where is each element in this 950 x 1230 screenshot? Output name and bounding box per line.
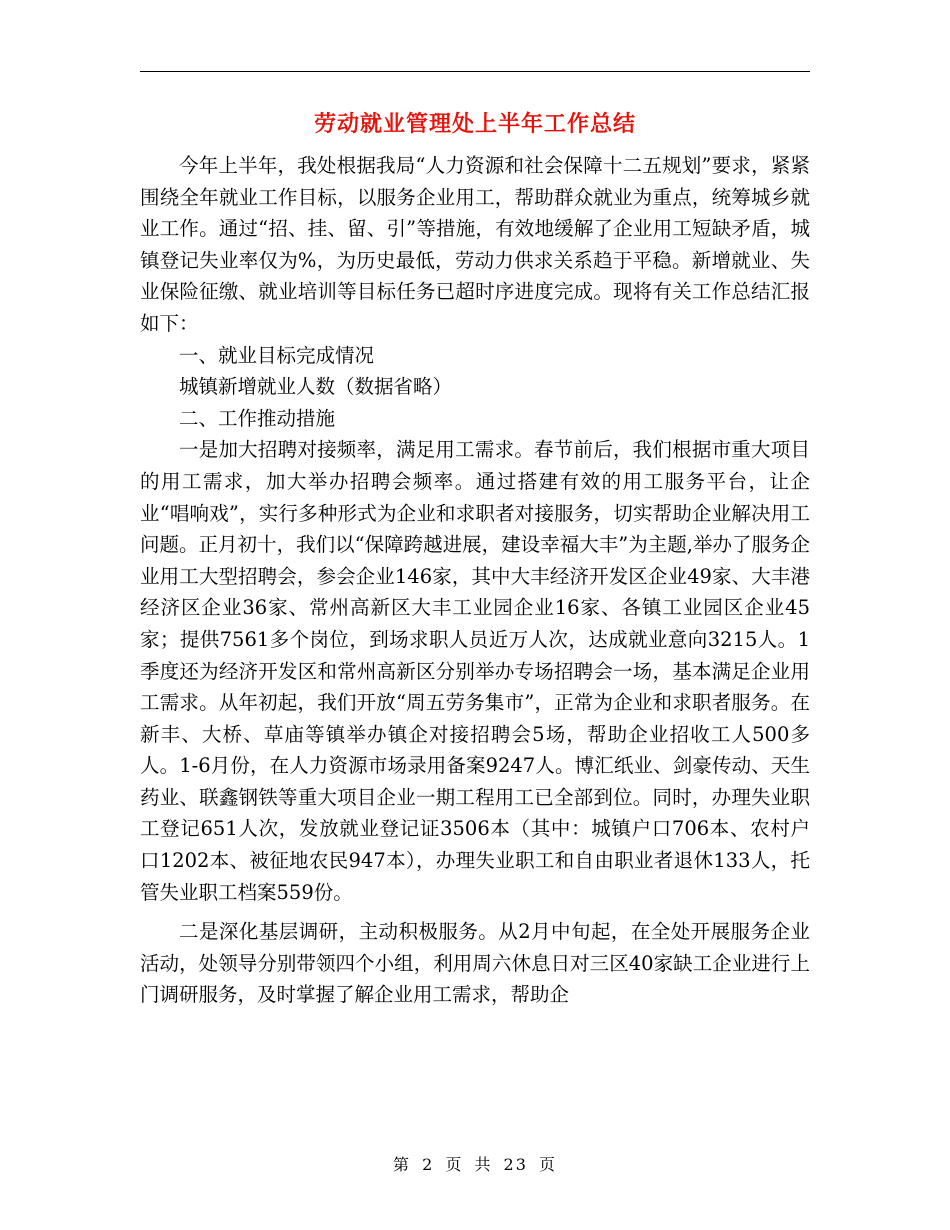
paragraph-recruitment: 一是加大招聘对接频率，满足用工需求。春节前后，我们根据市重大项目的用工需求，加大举办招聘会频率。通过搭建有效的用工服务平台，让企业“唱响戏”，实行多种形式为企业和求职者对接服务，切实帮助企业解决用工问题。正月初十，我们以“保障跨越进展，建设幸福大丰”为主题,举办了服务企业用工大型招聘会，参会企业146家，其中大丰经济开发区企业49家、大丰港经济区企业36家、常州高新区大丰工业园企业16家、各镇工业园区企业45家；提供7561多个岗位，到场求职人员近万人次，达成就业意向3215人。1季度还为经济开发区和常州高新区分别举办专场招聘会一场，基本满足企业用工需求。从年初起，我们开放“周五劳务集市”，正常为企业和求职者服务。在新丰、大桥、草庙等镇举办镇企对接招聘会5场，帮助企业招收工人500多人。1-6月份，在人力资源市场录用备案9247人。博汇纸业、剑豪传动、天生药业、联鑫钢铁等重大项目企业一期工程用工已全部到位。同时，办理失业职工登记651人次，发放就业登记证3506本（其中：城镇户口706本、农村户口1202本、被征地农民947本），办理失业职工和自由职业者退休133人，托管失业职工档案559份。 <box>140 438 810 904</box>
document-body <box>140 150 810 1011</box>
document-title: 劳动就业管理处上半年工作总结 <box>313 111 636 137</box>
section-heading-2: 二、工作推动措施 <box>179 406 336 430</box>
paragraph-employment-data: 城镇新增就业人数（数据省略） <box>179 375 453 399</box>
page-footer: 第 2 页 共 23 页 <box>393 1155 557 1174</box>
header-rule <box>140 71 810 72</box>
section-heading-1: 一、就业目标完成情况 <box>179 343 375 367</box>
paragraph-research: 二是深化基层调研，主动积极服务。从2月中旬起，在全处开展服务企业活动，处领导分别带领四个小组，利用周六休息日对三区40家缺工企业进行上门调研服务，及时掌握了解企业用工需求，帮助企 <box>140 920 810 1007</box>
paragraph-intro: 今年上半年，我处根据我局“人力资源和社会保障十二五规划”要求，紧紧围绕全年就业工作目标，以服务企业用工，帮助群众就业为重点，统筹城乡就业工作。通过“招、挂、留、引”等措施，有效地缓解了企业用工短缺矛盾，城镇登记失业率仅为%，为历史最低，劳动力供求关系趋于平稳。新增就业、失业保险征缴、就业培训等目标任务已超时序进度完成。现将有关工作总结汇报如下： <box>140 154 810 335</box>
